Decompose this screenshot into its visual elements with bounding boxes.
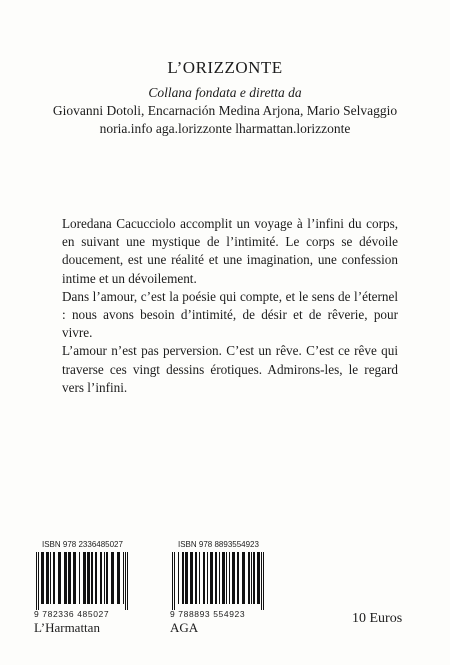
- paragraph-2: Dans l’amour, c’est la poésie qui compte, et le sens de l’éternel : nous avons besoin d’intimité, de désir et de rêverie, pour vivre.: [62, 288, 398, 341]
- isbn-label: ISBN 978 8893554923: [178, 540, 259, 549]
- series-editors: Giovanni Dotoli, Encarnación Medina Arjona, Mario Selvaggio: [52, 103, 398, 118]
- barcode-harmattan: [34, 540, 134, 642]
- barcode-digits: 9 788893 554923: [170, 609, 246, 619]
- series-header: [0, 58, 450, 138]
- barcode-icon: [170, 552, 266, 610]
- paragraph-1: Loredana Cacucciolo accomplit un voyage à l’infini du corps, en suivant une mystique de l’intimité. Le corps se dévoile doucement, est une réalité et une imagination, une confession intime et un dévoilement.: [62, 216, 398, 286]
- series-subtitle: Collana fondata e diretta da: [148, 85, 302, 100]
- barcode-aga: [170, 540, 270, 642]
- price-label: 10 Euros: [352, 611, 403, 626]
- paragraph-3: L’amour n’est pas perversion. C’est un rêve. C’est ce rêve qui traverse ces vingt dessins érotiques. Admirons-les, le regard vers l’infini.: [62, 343, 398, 395]
- publisher-name: L’Harmattan: [34, 620, 100, 635]
- barcode-icon: [34, 552, 130, 610]
- series-title: L’ORIZZONTE: [167, 58, 283, 77]
- publisher-name: AGA: [170, 620, 199, 635]
- series-links: noria.info aga.lorizzonte lharmattan.lorizzonte: [99, 121, 351, 136]
- back-cover-text: [62, 215, 398, 397]
- barcode-digits: 9 782336 485027: [34, 609, 110, 619]
- isbn-label: ISBN 978 2336485027: [42, 540, 123, 549]
